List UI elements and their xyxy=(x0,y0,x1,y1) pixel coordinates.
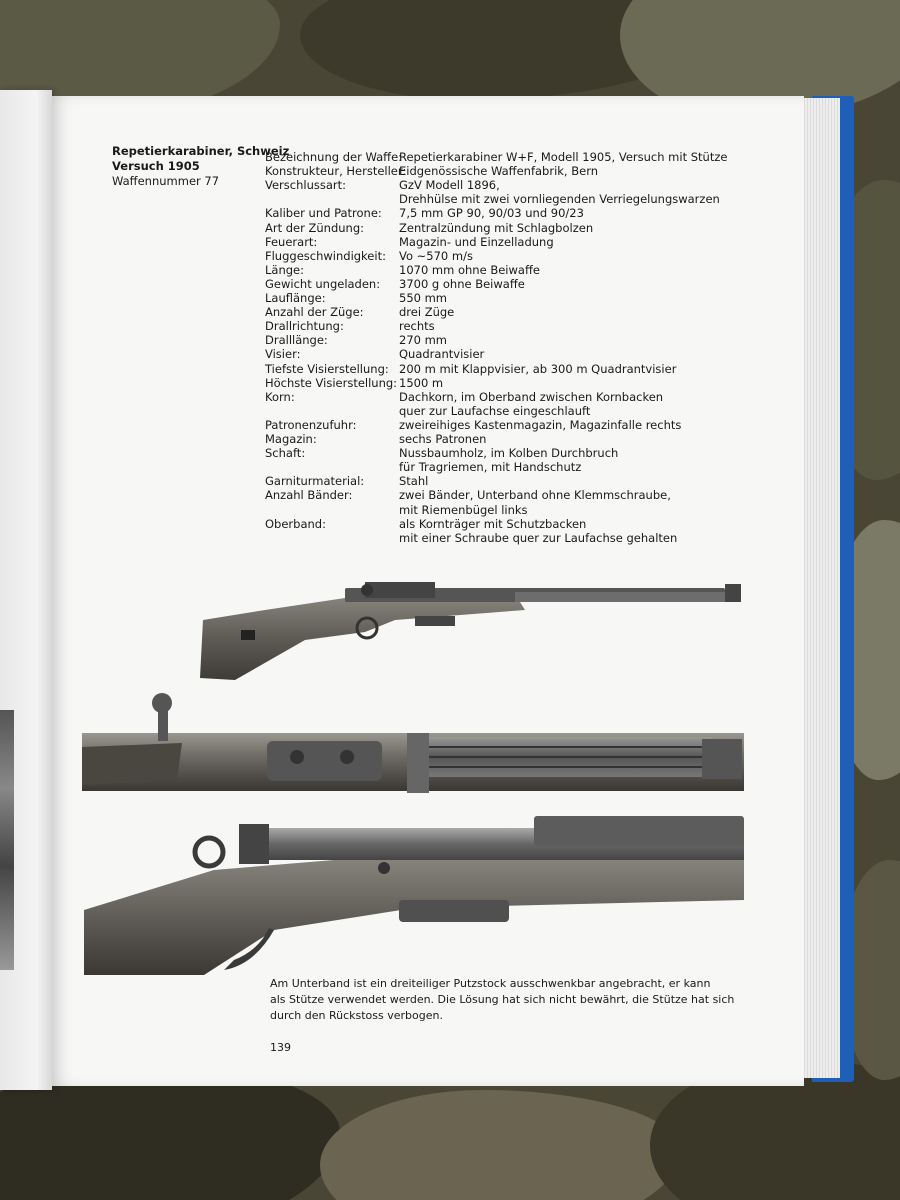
spec-label: Länge: xyxy=(265,262,304,277)
spec-value: sechs Patronen xyxy=(399,432,487,446)
spec-value: Magazin- und Einzelladung xyxy=(399,234,554,249)
spec-label: Garniturmaterial: xyxy=(265,474,365,489)
spec-label: Verschlussart: xyxy=(265,178,347,193)
spec-value: GzV Modell 1896, xyxy=(399,178,500,193)
spec-value: Eidgenössische Waffenfabrik, Bern xyxy=(399,164,599,179)
caption-line: als Stütze verwendet werden. Die Lösung hat sich nicht bewährt, die Stütze hat sich xyxy=(270,993,735,1006)
spec-value: drei Züge xyxy=(399,305,455,320)
spec-label: Lauflänge: xyxy=(265,291,326,305)
spec-value: zwei Bänder, Unterband ohne Klemmschraube, xyxy=(399,488,671,503)
spec-label: Korn: xyxy=(265,389,295,404)
spec-value: 200 m mit Klappvisier, ab 300 m Quadrantvisier xyxy=(399,361,677,376)
spec-label: Anzahl Bänder: xyxy=(265,488,353,503)
page-number: 139 xyxy=(270,1041,291,1054)
weapon-number: Waffennummer 77 xyxy=(112,174,220,188)
spec-label: Drallrichtung: xyxy=(265,319,344,334)
spec-label: Dralllänge: xyxy=(265,333,328,348)
rifle-full-photo xyxy=(195,580,750,685)
spec-label: Schaft: xyxy=(265,446,306,461)
spec-label: Visier: xyxy=(265,347,301,362)
spec-label: Art der Zündung: xyxy=(265,220,365,235)
spec-value: Stahl xyxy=(399,474,429,489)
spec-value: Drehhülse mit zwei vornliegenden Verriegelungswarzen xyxy=(399,192,720,207)
spec-value: Dachkorn, im Oberband zwischen Kornbacken xyxy=(399,389,664,404)
weapon-heading xyxy=(112,144,289,189)
spec-value: zweireihiges Kastenmagazin, Magazinfalle rechts xyxy=(399,417,682,432)
spec-value: Nussbaumholz, im Kolben Durchbruch xyxy=(399,446,619,461)
spec-label: Höchste Visierstellung: xyxy=(265,375,398,390)
caption-line: Am Unterband ist ein dreiteiliger Putzstock ausschwenkbar angebracht, er kann xyxy=(270,977,711,990)
weapon-title-line2: Versuch 1905 xyxy=(112,159,200,173)
spec-value: 550 mm xyxy=(399,291,448,305)
spec-label: Bezeichnung der Waffe: xyxy=(265,150,403,164)
spec-value: Zentralzündung mit Schlagbolzen xyxy=(399,220,594,235)
spec-value: für Tragriemen, mit Handschutz xyxy=(399,460,582,475)
spec-value: 270 mm xyxy=(399,333,448,348)
left-page-edge xyxy=(0,90,52,1090)
spec-value: 1070 mm ohne Beiwaffe xyxy=(399,262,540,277)
spec-value: rechts xyxy=(399,319,435,334)
spec-label: Feuerart: xyxy=(265,234,318,249)
spec-label: Konstrukteur, Hersteller: xyxy=(265,164,407,179)
spec-label: Anzahl der Züge: xyxy=(265,305,364,320)
weapon-title-line1: Repetierkarabiner, Schweiz xyxy=(112,144,290,158)
spec-value: 1500 m xyxy=(399,375,444,390)
photo-caption xyxy=(270,976,735,1024)
spec-label: Fluggeschwindigkeit: xyxy=(265,248,386,263)
spec-label: Patronenzufuhr: xyxy=(265,417,357,432)
spec-value: Vo ~570 m/s xyxy=(399,248,473,263)
spec-value: 7,5 mm GP 90, 90/03 und 90/23 xyxy=(399,206,584,221)
caption-line: durch den Rückstoss verbogen. xyxy=(270,1009,443,1022)
spec-label: Gewicht ungeladen: xyxy=(265,276,381,291)
spec-value: quer zur Laufachse eingeschlauft xyxy=(399,403,591,418)
spec-value: mit einer Schraube quer zur Laufachse gehalten xyxy=(399,530,678,545)
rifle-action-side-photo xyxy=(84,800,744,975)
spec-value: 3700 g ohne Beiwaffe xyxy=(399,276,525,291)
rifle-action-underside-photo xyxy=(82,685,744,795)
spec-value: als Kornträger mit Schutzbacken xyxy=(399,516,587,531)
spec-label: Tiefste Visierstellung: xyxy=(265,361,389,376)
spec-value: Repetierkarabiner W+F, Modell 1905, Versuch mit Stütze xyxy=(399,150,728,164)
spec-label: Oberband: xyxy=(265,516,326,531)
spec-value: Quadrantvisier xyxy=(399,347,485,362)
spec-value: mit Riemenbügel links xyxy=(399,502,528,517)
spec-label: Magazin: xyxy=(265,432,317,446)
spec-label: Kaliber und Patrone: xyxy=(265,206,382,221)
